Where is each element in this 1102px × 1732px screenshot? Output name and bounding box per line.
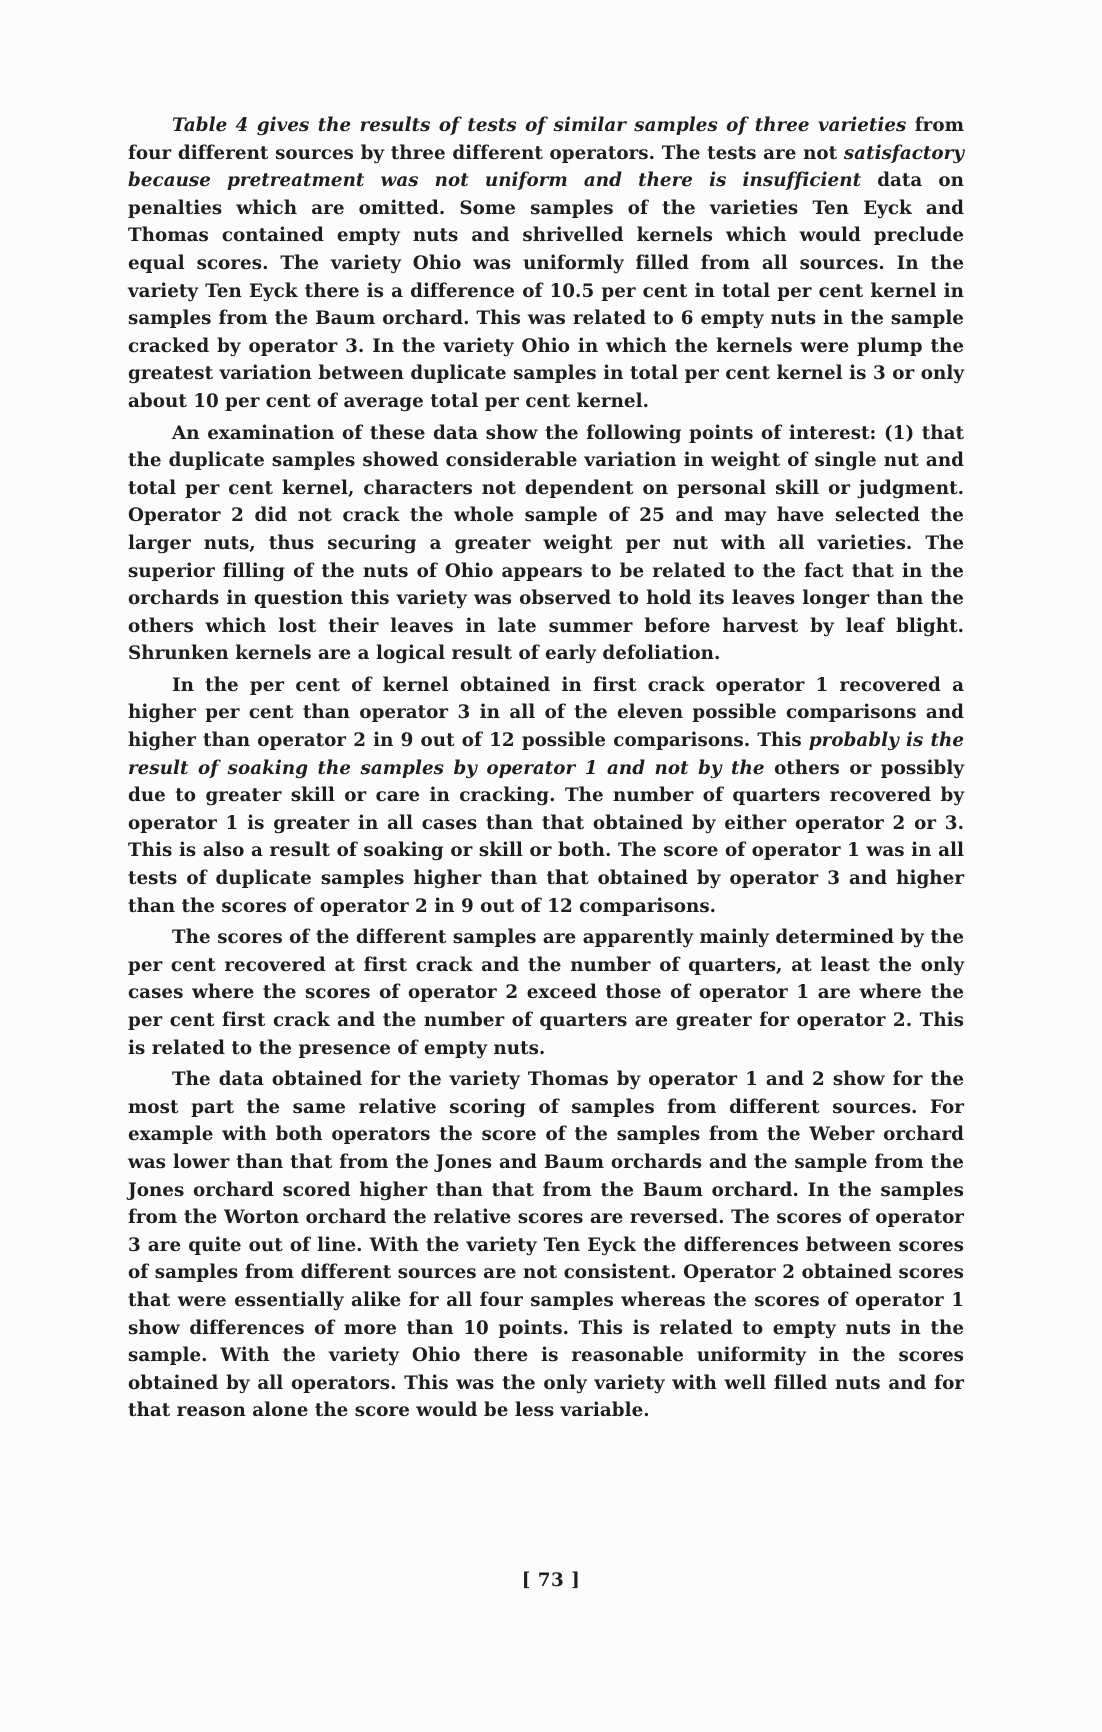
paragraph-1-italic-b: satisfactory because pretreatment was not uniform and there is insufficient — [128, 142, 964, 192]
paragraph-3 — [128, 672, 964, 920]
paragraph-4 — [128, 924, 964, 1062]
paragraph-1-italic-lead: Table 4 gives the results of tests of similar samples of three varieties — [172, 115, 915, 136]
paragraph-1 — [128, 112, 964, 416]
paragraph-2 — [128, 420, 964, 668]
paragraph-3-text-c: others or possibly due to greater skill or care in cracking. The number of quarters recovered by operator 1 is greater in all cases than that obtained by either operator 2 or 3. This is also a result of soaking or skill or both. The score of operator 1 was in all tests of duplicate samples higher than that obtained by operator 3 and higher than the scores of operator 2 in 9 out of 12 comparisons. — [128, 757, 964, 917]
paragraph-2-text: An examination of these data show the following points of interest: (1) that the duplicate samples showed considerable variation in weight of single nut and total per cent kernel, characters not dependent on personal skill or judgment. Operator 2 did not crack the whole sample of 25 and may have selected the larger nuts, thus securing a greater weight per nut with all varieties. The superior filling of the nuts of Ohio appears to be related to the fact that in the orchards in question this variety was observed to hold its leaves longer than the others which lost their leaves in late summer before harvest by leaf blight. Shrunken kernels are a logical result of early defoliation. — [128, 422, 964, 665]
page-number: [ 73 ] — [521, 1570, 581, 1591]
paragraph-1-text-c: data on penalties which are omitted. Some samples of the varieties Ten Eyck and Thomas contained empty nuts and shrivelled kernels which would preclude equal scores. The variety Ohio was uniformly filled from all sources. In the variety Ten Eyck there is a difference of 10.5 per cent in total per cent kernel in samples from the Baum orchard. This was related to 6 empty nuts in the sample cracked by operator 3. In the variety Ohio in which the kernels were plump the greatest variation between duplicate samples in total per cent kernel is 3 or only about 10 per cent of average total per cent kernel. — [128, 170, 965, 412]
paragraph-4-text: The scores of the different samples are apparently mainly determined by the per cent recovered at first crack and the number of quarters, at least the only cases where the scores of operator 2 exceed those of operator 1 are where the per cent first crack and the number of quarters are greater for operator 2. This is related to the presence of empty nuts. — [128, 927, 964, 1059]
paragraph-3-italic-b: probably is the result of soaking the samples by operator 1 and not by the — [128, 730, 964, 779]
body-text — [128, 112, 964, 1425]
paragraph-1-text-a: from four different sources by three different operators. The tests are not — [128, 115, 964, 164]
paragraph-3-text-a: In the per cent of kernel obtained in first crack operator 1 recovered a higher per cent than operator 3 in all of the eleven possible comparisons and higher than operator 2 in 9 out of 12 possible comparisons. This — [128, 674, 964, 752]
paragraph-5-text: The data obtained for the variety Thomas by operator 1 and 2 show for the most part the same relative scoring of samples from different sources. For example with both operators the score of the samples from the Weber orchard was lower than that from the Jones and Baum orchards and the sample from the Jones orchard scored higher than that from the Baum orchard. In the samples from the Worton orchard the relative scores are reversed. The scores of operator 3 are quite out of line. With the variety Ten Eyck the differences between scores of samples from different sources are not consistent. Operator 2 obtained scores that were essentially alike for all four samples whereas the scores of operator 1 show differences of more than 10 points. This is related to empty nuts in the sample. With the variety Ohio there is reasonable uniformity in the scores obtained by all operators. This was the only variety with well filled nuts and for that reason alone the score would be less variable. — [128, 1069, 964, 1422]
paragraph-5 — [128, 1066, 964, 1425]
